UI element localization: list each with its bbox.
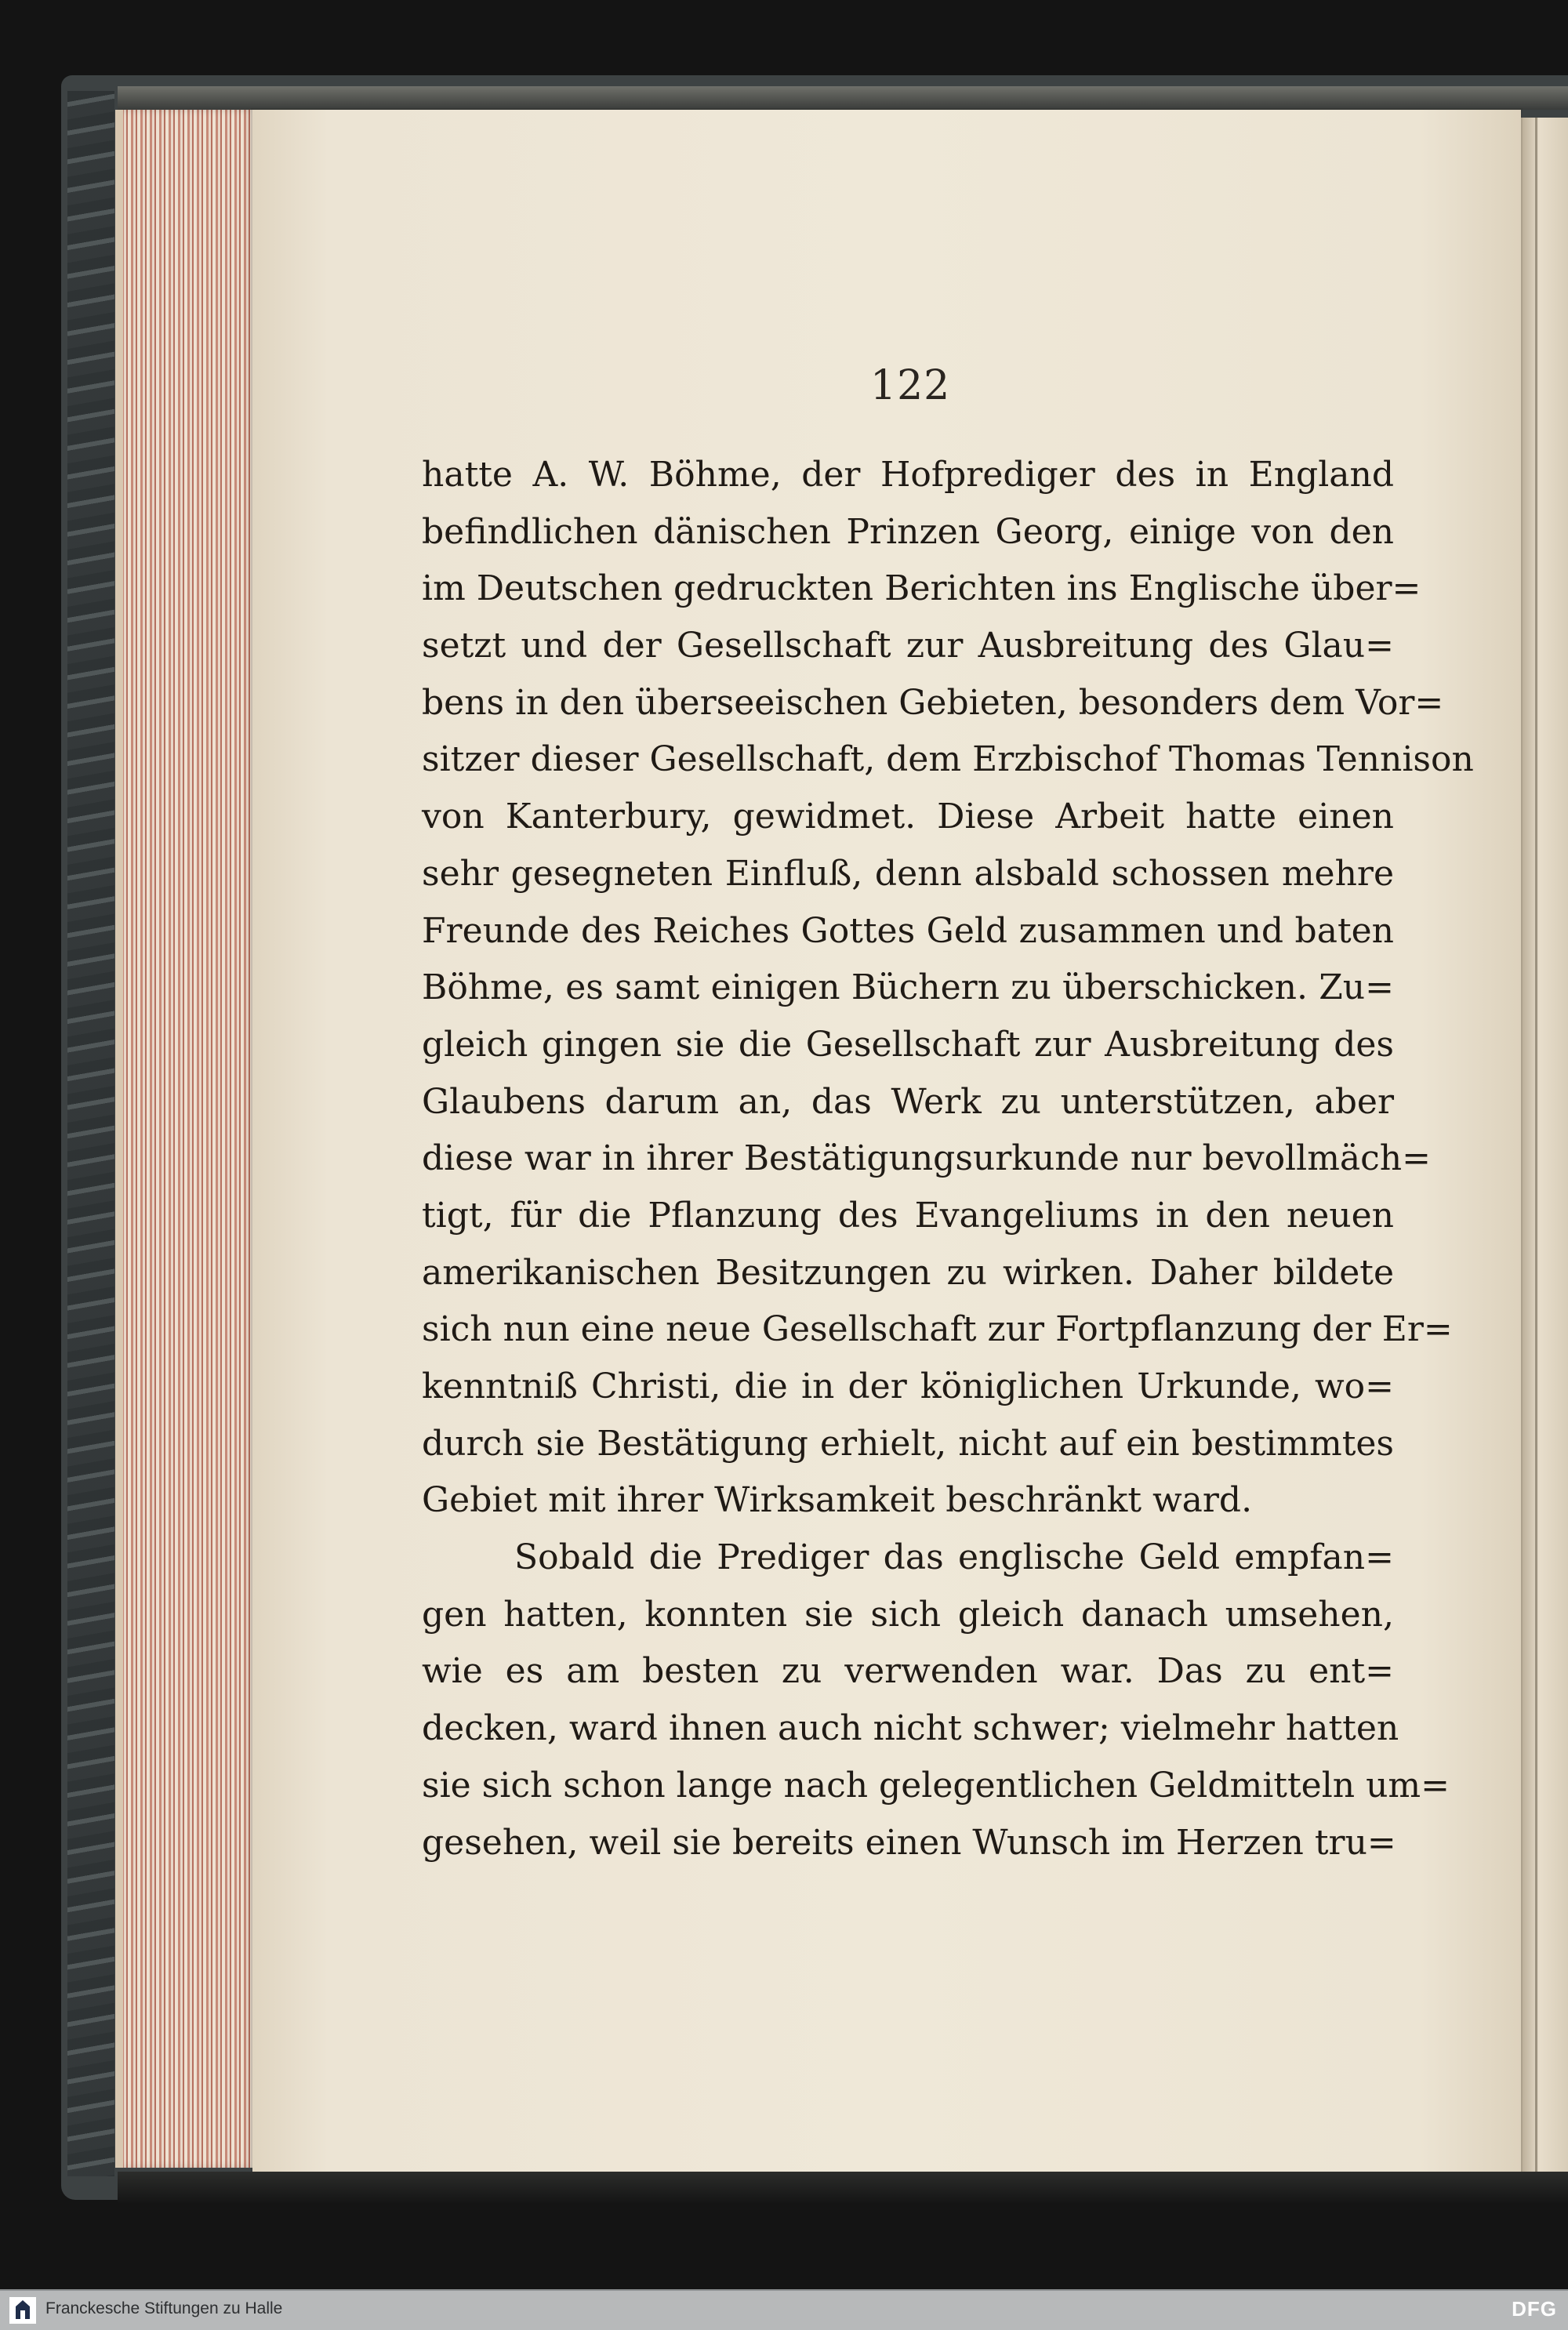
text-line: durch sie Bestätigung erhielt, nicht auf ein bestimmtes: [422, 1423, 1394, 1464]
text-line: Glaubens darum an, das Werk zu unterstützen, aber: [422, 1081, 1394, 1122]
text-line: kenntniß Christi, die in der königlichen Urkunde, wo=: [422, 1366, 1394, 1406]
text-line: befindlichen dänischen Prinzen Georg, einige von den: [422, 511, 1394, 552]
text-line: hatte A. W. Böhme, der Hofprediger des in England: [422, 455, 1394, 495]
text-line: Sobald die Prediger das englische Geld empfan=: [514, 1537, 1394, 1578]
text-line: im Deutschen gedruckten Berichten ins Englische über=: [422, 568, 1421, 609]
text-line: bens in den überseeischen Gebieten, besonders dem Vor=: [422, 682, 1444, 723]
page-number: 122: [870, 362, 951, 409]
text-line: sitzer dieser Gesellschaft, dem Erzbischof Thomas Tennison: [422, 739, 1474, 780]
text-line: Gebiet mit ihrer Wirksamkeit beschränkt ward.: [422, 1480, 1253, 1521]
text-line: gesehen, weil sie bereits einen Wunsch im Herzen tru=: [422, 1822, 1396, 1863]
text-line: gleich gingen sie die Gesellschaft zur Ausbreitung des: [422, 1024, 1394, 1065]
text-line: sehr gesegneten Einfluß, denn alsbald schossen mehre: [422, 853, 1394, 894]
text-line: tigt, für die Pflanzung des Evangeliums in den neuen: [422, 1195, 1394, 1236]
text-line: diese war in ihrer Bestätigungsurkunde nur bevollmäch=: [422, 1138, 1431, 1179]
text-line: setzt und der Gesellschaft zur Ausbreitung des Glau=: [422, 626, 1394, 666]
text-line: sie sich schon lange nach gelegentlichen Geldmitteln um=: [422, 1765, 1450, 1806]
page-text: [422, 447, 1474, 1871]
dfg-logo: DFG: [1512, 2297, 1557, 2321]
viewer-footer: [0, 2289, 1568, 2330]
page-block-edge: [122, 110, 255, 2168]
text-line: amerikanischen Besitzungen zu wirken. Daher bildete: [422, 1252, 1394, 1293]
page-bottom-shadow: [118, 2172, 1568, 2203]
text-line: Freunde des Reiches Gottes Geld zusammen und baten: [422, 910, 1394, 951]
text-line: von Kanterbury, gewidmet. Diese Arbeit hatte einen: [422, 797, 1394, 837]
text-line: gen hatten, konnten sie sich gleich danach umsehen,: [422, 1594, 1394, 1635]
text-line: decken, ward ihnen auch nicht schwer; vielmehr hatten: [422, 1708, 1399, 1749]
cover-top-edge: [118, 86, 1568, 110]
text-line: sich nun eine neue Gesellschaft zur Fortpflanzung der Er=: [422, 1309, 1453, 1350]
text-line: wie es am besten zu verwenden war. Das zu ent=: [422, 1651, 1394, 1692]
adjacent-page-edge: [1521, 118, 1568, 2176]
text-line: Böhme, es samt einigen Büchern zu überschicken. Zu=: [422, 967, 1394, 1008]
franckesche-stiftungen-logo-icon: [9, 2297, 36, 2324]
institution-name: Franckesche Stiftungen zu Halle: [45, 2299, 283, 2317]
